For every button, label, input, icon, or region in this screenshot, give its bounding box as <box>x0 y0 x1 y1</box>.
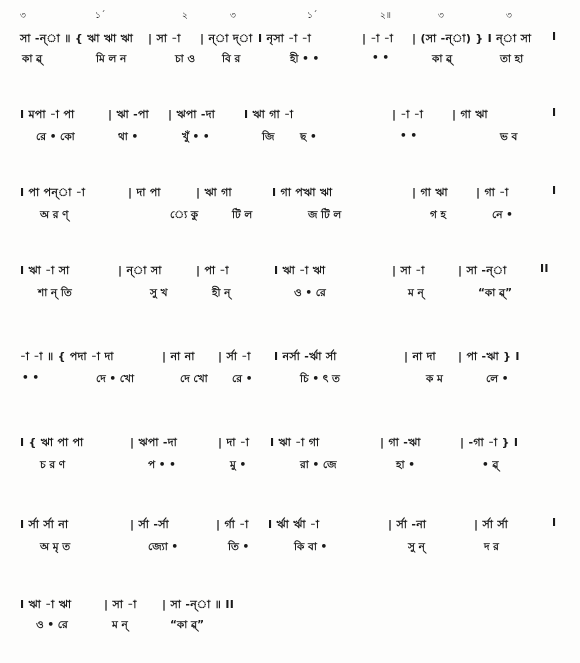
lyric-segment: গ হ <box>430 209 447 221</box>
lyric-segment: দে খো <box>180 373 208 385</box>
swara-segment: I ঋা -া ঋা <box>274 264 326 277</box>
lyric-segment: ্যে কু <box>170 209 199 221</box>
lyric-segment: দে • খো <box>96 373 134 385</box>
swara-segment: | সা -া <box>392 264 425 277</box>
lyric-line <box>0 286 580 306</box>
swara-line <box>0 262 580 282</box>
lyric-segment: মু • <box>230 459 247 471</box>
lyric-segment: মি ল ন <box>96 53 127 65</box>
tala-mark: ৩ <box>20 11 26 21</box>
swara-segment: | গা -ঋা <box>380 436 421 449</box>
lyric-segment: দ র <box>484 541 499 553</box>
swara-segment: | ঋা গা <box>196 186 232 199</box>
lyric-segment: কি বা • <box>294 541 328 553</box>
notation-block-6 <box>0 434 580 484</box>
swara-segment: I ঋা -া ঋা <box>20 598 72 611</box>
lyric-segment: অ র ণ্‌ <box>40 209 69 221</box>
swara-line <box>0 30 580 50</box>
lyric-segment: রে • <box>232 373 253 385</box>
swara-segment: | র্সা র্সা <box>474 518 509 531</box>
lyric-segment: চি • ৎ ত <box>300 373 340 385</box>
tala-mark: ৩ <box>506 11 512 21</box>
lyric-segment: জ টি ল <box>308 209 342 221</box>
lyric-segment: • • <box>22 372 40 384</box>
swara-segment: I নর্সা -র্ঋা র্সা <box>274 350 337 363</box>
swara-segment: | দা পা <box>128 186 161 199</box>
swara-segment: | সা -া <box>104 598 137 611</box>
swara-segment: I নৃসা -া -া <box>258 32 312 45</box>
swara-line <box>0 348 580 368</box>
tala-mark: ৩ <box>230 11 236 21</box>
swara-segment: I র্সা র্সা না <box>20 518 69 531</box>
lyric-line <box>0 540 580 560</box>
swara-segment: I ঋা -া সা <box>20 264 70 277</box>
lyric-segment: ছ • <box>300 131 317 143</box>
swara-segment: I <box>552 516 557 529</box>
notation-block-5 <box>0 348 580 398</box>
swara-segment: | র্সা -া <box>218 350 251 363</box>
swara-segment: | দা -া <box>218 436 250 449</box>
lyric-segment: • • <box>400 130 418 142</box>
lyric-segment: সু খ <box>150 287 168 299</box>
lyric-line <box>0 458 580 478</box>
swara-line <box>0 596 580 616</box>
lyric-segment: ও • রে <box>294 287 326 299</box>
swara-segment: II <box>540 262 549 275</box>
tala-marks-row <box>0 8 580 26</box>
notation-block-8 <box>0 596 580 646</box>
lyric-segment: • • <box>372 52 390 64</box>
swara-segment: | ঋা -পা <box>108 108 149 121</box>
lyric-segment: লে • <box>486 373 509 385</box>
swara-segment: I ঋা গা -া <box>244 108 294 121</box>
swara-segment: | গা -া <box>476 186 509 199</box>
lyric-segment: • ৱ্‌ <box>482 459 499 471</box>
tala-mark: ১´ <box>307 11 318 21</box>
notation-block-1 <box>0 30 580 80</box>
swara-segment: I { ঋা পা পা <box>20 436 84 449</box>
lyric-line <box>0 618 580 638</box>
swara-segment: | -গা -া } I <box>460 436 519 449</box>
tala-mark: ১´ <box>95 11 106 21</box>
lyric-segment: টি ল <box>232 209 253 221</box>
lyric-segment: ক ম <box>426 373 443 385</box>
lyric-line <box>0 208 580 228</box>
swara-segment: | (সা -ন্‌া) } I ন্‌া সা <box>412 32 532 45</box>
swara-line <box>0 434 580 454</box>
lyric-segment: “কা ৱ্‌” <box>478 287 512 299</box>
swara-segment: | র্সা -না <box>388 518 427 531</box>
swara-segment: I পা পন্‌া -া <box>20 186 86 199</box>
swara-segment: I ঋা -া গা <box>270 436 320 449</box>
lyric-segment: থা • <box>118 131 139 143</box>
lyric-line <box>0 52 580 72</box>
swara-segment: -া -া ॥ { পদা -া দা <box>20 350 114 363</box>
lyric-segment: ও • রে <box>36 619 68 631</box>
tala-mark: ২॥ <box>380 11 391 21</box>
lyric-segment: প • • <box>148 459 176 471</box>
swara-segment: | গা ঋা <box>412 186 448 199</box>
swara-segment: I <box>552 106 557 119</box>
lyric-line <box>0 372 580 392</box>
swara-segment: | ঋপা -দা <box>130 436 178 449</box>
lyric-segment: হা • <box>396 459 415 471</box>
notation-block-2 <box>0 106 580 156</box>
lyric-segment: জ্যো • <box>148 541 179 553</box>
swara-line <box>0 184 580 204</box>
lyric-segment: বি র <box>222 53 241 65</box>
swara-segment: I <box>552 184 557 197</box>
lyric-segment: সু ন্‌ <box>408 541 425 553</box>
swara-segment: | ন্‌া সা <box>118 264 162 277</box>
swara-line <box>0 516 580 536</box>
swara-segment: সা -ন্‌া ॥ { ঋা ঋা ঋা <box>20 32 134 45</box>
swara-segment: | র্সা -র্সা <box>130 518 169 531</box>
swara-segment: | না না <box>162 350 195 363</box>
lyric-segment: হী ন্‌ <box>212 287 231 299</box>
swara-segment: | সা -ন্‌া ॥ II <box>162 598 235 611</box>
lyric-segment: শা ন্‌ তি <box>38 287 72 299</box>
swara-segment: | ন্‌া দ্‌া <box>200 32 253 45</box>
lyric-segment: অ মৃ ত <box>40 541 71 553</box>
tala-mark: ৩ <box>438 11 444 21</box>
swara-segment: | -া -া <box>392 108 424 121</box>
swara-segment: I র্ঋা র্ঋা -া <box>268 518 320 531</box>
notation-block-4 <box>0 262 580 312</box>
swara-line <box>0 106 580 126</box>
lyric-segment: ভ ব <box>500 131 518 143</box>
notation-block-3 <box>0 184 580 234</box>
swara-segment: | পা -া <box>196 264 229 277</box>
swara-segment: I <box>552 30 557 43</box>
lyric-segment: রে • কো <box>36 131 75 143</box>
lyric-segment: চা ও <box>175 53 196 65</box>
notation-block-7 <box>0 516 580 566</box>
lyric-line <box>0 130 580 150</box>
swara-segment: | ঋপা -দা <box>168 108 216 121</box>
lyric-segment: হী • • <box>290 53 320 65</box>
swara-segment: I মপা -া পা <box>20 108 75 121</box>
lyric-segment: ম ন্‌ <box>408 287 424 299</box>
lyric-segment: কা ৱ্‌ <box>432 53 453 65</box>
lyric-segment: রা • জে <box>300 459 337 471</box>
swara-segment: | পা -ঋা } I <box>458 350 520 363</box>
swara-segment: | সা -া <box>148 32 181 45</box>
lyric-segment: “কা ৱ্‌” <box>170 619 204 631</box>
lyric-segment: কা ৱ্‌ <box>22 53 43 65</box>
swara-segment: I গা পঋা ঋা <box>272 186 333 199</box>
swara-segment: | গা ঋা <box>452 108 488 121</box>
lyric-segment: তা হা <box>500 53 524 65</box>
lyric-segment: জি <box>262 131 275 143</box>
swara-segment: | -া -া <box>362 32 394 45</box>
lyric-segment: তি • <box>228 541 250 553</box>
lyric-segment: খুঁ • • <box>182 131 210 143</box>
swara-segment: | না দা <box>404 350 436 363</box>
tala-mark: ২ <box>182 11 188 21</box>
lyric-segment: ম ন্‌ <box>112 619 128 631</box>
swara-segment: | র্গা -া <box>216 518 249 531</box>
lyric-segment: নে • <box>492 209 513 221</box>
lyric-segment: চ র ণ <box>40 459 66 471</box>
swara-segment: | সা -ন্‌া <box>458 264 507 277</box>
